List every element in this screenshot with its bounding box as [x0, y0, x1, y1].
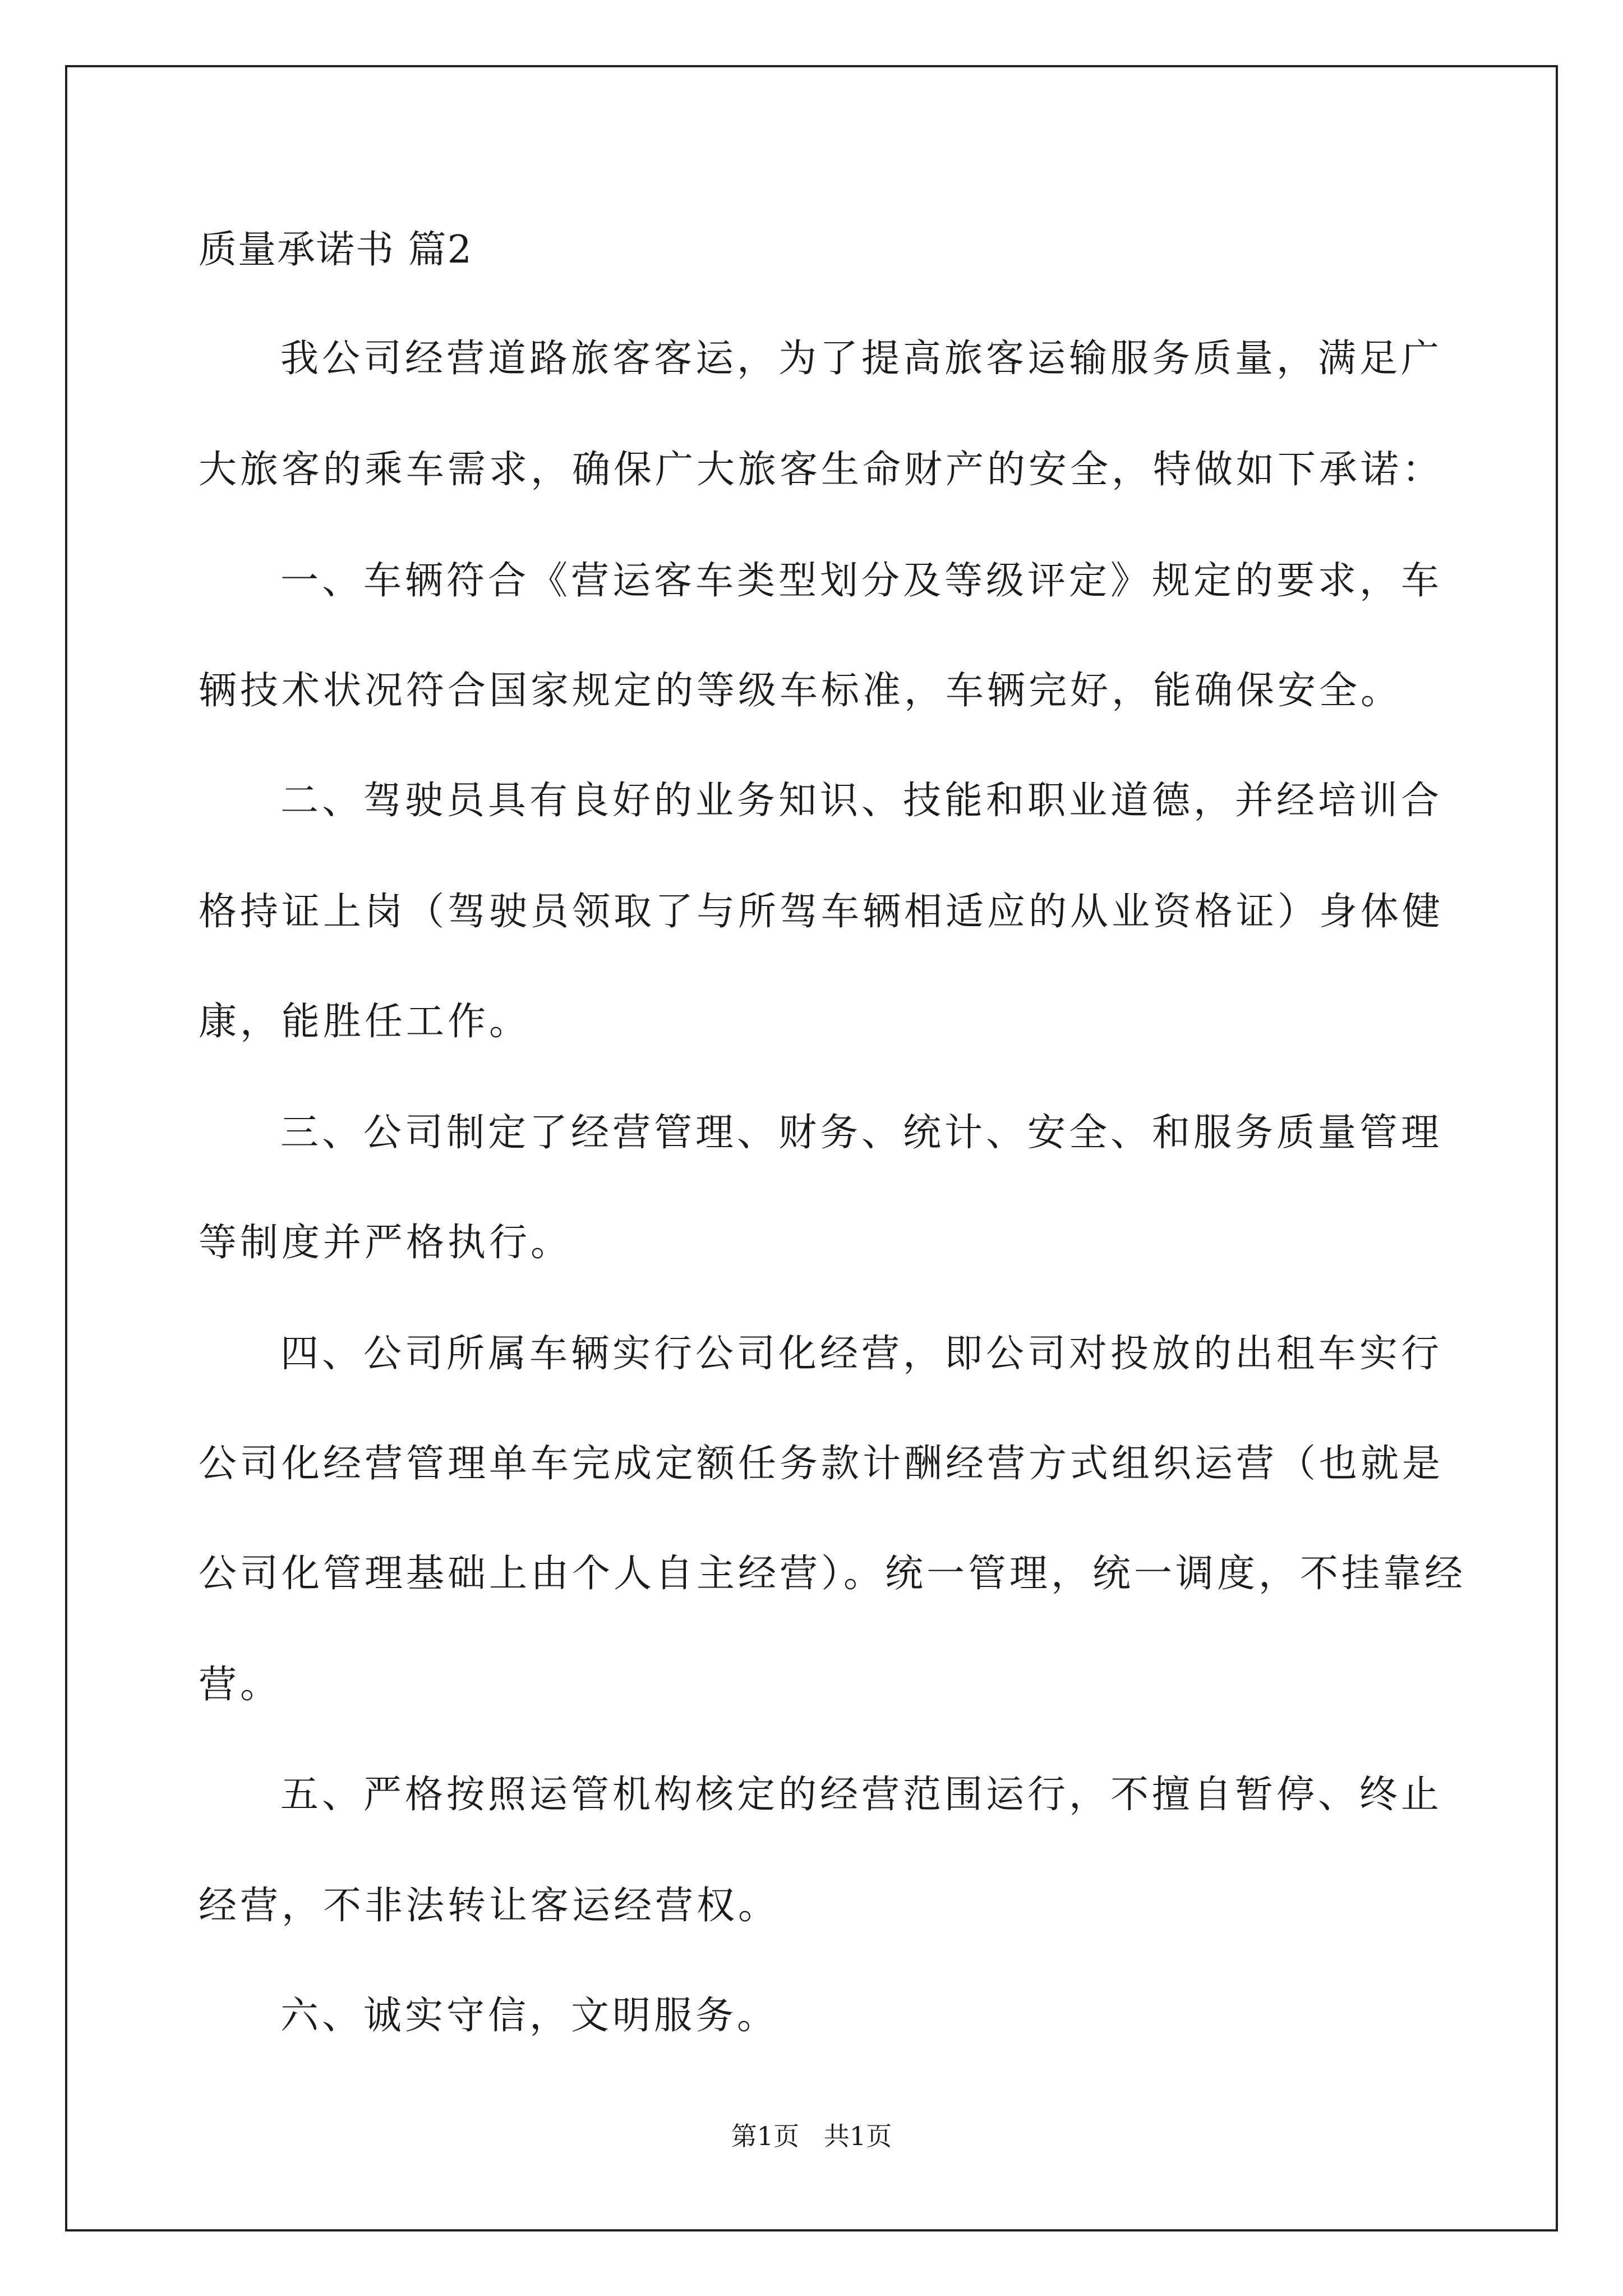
- paragraph-item-2-line-3: 康，能胜任工作。: [199, 1000, 531, 1044]
- page-number-footer: 第1页 共1页: [731, 2121, 892, 2151]
- paragraph-item-4-line-1: 四、公司所属车辆实行公司化经营，即公司对投放的出租车实行: [280, 1332, 1443, 1376]
- paragraph-item-5-line-2: 经营，不非法转让客运经营权。: [199, 1884, 780, 1928]
- paragraph-item-4-line-3: 公司化管理基础上由个人自主经营）。统一管理，统一调度，不挂靠经: [199, 1552, 1467, 1596]
- paragraph-intro-line-2: 大旅客的乘车需求，确保广大旅客生命财产的安全，特做如下承诺：: [199, 448, 1444, 492]
- paragraph-intro-line-1: 我公司经营道路旅客客运，为了提高旅客运输服务质量，满足广: [280, 337, 1443, 381]
- paragraph-item-3-line-1: 三、公司制定了经营管理、财务、统计、安全、和服务质量管理: [280, 1111, 1443, 1155]
- paragraph-item-2-line-1: 二、驾驶员具有良好的业务知识、技能和职业道德，并经培训合: [280, 779, 1443, 823]
- paragraph-item-4-line-4: 营。: [199, 1663, 282, 1707]
- paragraph-item-5-line-1: 五、严格按照运管机构核定的经营范围运行，不擅自暂停、终止: [280, 1773, 1443, 1817]
- paragraph-item-1-line-2: 辆技术状况符合国家规定的等级车标准，车辆完好，能确保安全。: [199, 669, 1403, 713]
- document-title: 质量承诺书 篇2: [199, 228, 473, 272]
- paragraph-item-6-line-1: 六、诚实守信，文明服务。: [280, 1994, 779, 2038]
- paragraph-item-1-line-1: 一、车辆符合《营运客车类型划分及等级评定》规定的要求，车: [280, 559, 1443, 603]
- paragraph-item-2-line-2: 格持证上岗（驾驶员领取了与所驾车辆相适应的从业资格证）身体健: [199, 890, 1444, 934]
- paragraph-item-3-line-2: 等制度并严格执行。: [199, 1221, 573, 1265]
- paragraph-item-4-line-2: 公司化经营管理单车完成定额任务款计酬经营方式组织运营（也就是: [199, 1442, 1444, 1486]
